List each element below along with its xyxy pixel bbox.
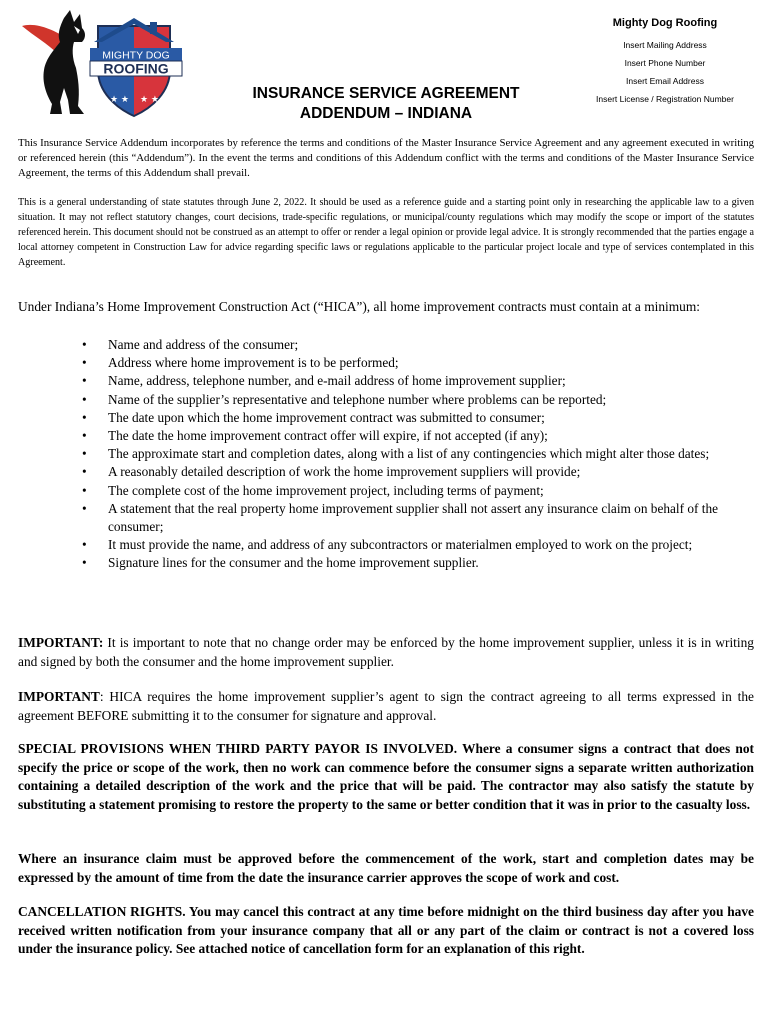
list-item: • Name and address of the consumer; — [82, 336, 742, 354]
important-note-agent-signature — [18, 687, 754, 725]
email-address: Insert Email Address — [626, 76, 704, 86]
list-item: • The approximate start and completion dates, along with a list of any contingencies which might alter those dates; — [82, 445, 742, 463]
dog-icon — [43, 10, 85, 114]
list-item: • The date the home improvement contract offer will expire, if not accepted (if any); — [82, 427, 742, 445]
license-number: Insert License / Registration Number — [596, 94, 734, 104]
mighty-dog-roofing-logo — [14, 8, 214, 120]
list-item: • Name, address, telephone number, and e-mail address of home improvement supplier; — [82, 372, 742, 390]
important-note-change-order — [18, 633, 754, 671]
cancellation-rights-paragraph: CANCELLATION RIGHTS. You may cancel this contract at any time before midnight on the third business day after you have received written notification from your insurance company that all or any part of the claim or contract is not a covered loss under the insurance policy. See attached notice of cancellation form for an explanation of this right. — [18, 904, 754, 956]
logo-line2: ROOFING — [103, 60, 169, 77]
company-contact-block — [560, 14, 770, 104]
list-item: • A reasonably detailed description of work the home improvement suppliers will provide; — [82, 463, 742, 481]
svg-text:★ ★: ★ ★ — [110, 95, 129, 105]
svg-text:★ ★: ★ ★ — [140, 95, 159, 105]
important-text: It is important to note that no change order may be enforced by the home improvement supplier, unless it is in writing and signed by both the consumer and the home improvement supplier. — [18, 635, 754, 669]
phone-number: Insert Phone Number — [624, 58, 706, 68]
document-title — [208, 84, 564, 124]
list-item: • Signature lines for the consumer and the home improvement supplier. — [82, 554, 742, 572]
insurance-claim-paragraph: Where an insurance claim must be approved before the commencement of the work, start and completion dates may be expressed by the amount of time from the date the insurance carrier approves the scope of work and cost. — [18, 851, 754, 885]
disclaimer-paragraph: This is a general understanding of state statutes through June 2, 2022. It should be used as a reference guide and a starting point only in researching the applicable law to a given situation. It may not reflect statutory changes, court decisions, trade-specific regulations, or municipal/county regulations which may modify the scope or import of the statutes referenced herein. This document should not be construed as an attempt to offer or render a legal opinion or provide legal advice. It is strongly recommended that the parties engage a local attorney competent in Construction Law for advice regarding specific laws or regulations applicable to the particular project locale and type of services contemplated in this Agreement. — [18, 197, 754, 268]
hica-intro: Under Indiana’s Home Improvement Construction Act (“HICA”), all home improvement contracts must contain at a minimum: — [18, 299, 701, 314]
list-item: • It must provide the name, and address of any subcontractors or materialmen employed to work on the project; — [82, 536, 742, 554]
special-provisions-paragraph: SPECIAL PROVISIONS WHEN THIRD PARTY PAYOR IS INVOLVED. Where a consumer signs a contract that does not specify the price or scope of the work, then no work can commence before the consumer signs a separate written authorization containing a detailed description of the work and the price that will be paid. The contractor may also satisfy the statute by substituting a statement promising to restore the property to the same or better condition that it was in prior to the casualty loss. — [18, 741, 754, 812]
hica-requirements-list — [82, 336, 742, 573]
logo-line1: MIGHTY DOG — [102, 49, 170, 62]
title-line2: ADDENDUM – INDIANA — [299, 105, 473, 122]
list-item: • The date upon which the home improvement contract was submitted to consumer; — [82, 409, 742, 427]
important-text: : HICA requires the home improvement supplier’s agent to sign the contract agreeing to all terms expressed in the agreement BEFORE submitting it to the consumer for signature and approval. — [18, 689, 754, 723]
important-label: IMPORTANT: — [18, 635, 104, 650]
mailing-address: Insert Mailing Address — [623, 40, 707, 50]
list-item: • The complete cost of the home improvement project, including terms of payment; — [82, 482, 742, 500]
list-item: • A statement that the real property home improvement supplier shall not assert any insurance claim on behalf of the consumer; — [82, 500, 742, 536]
list-item: • Address where home improvement is to be performed; — [82, 354, 742, 372]
title-line1: INSURANCE SERVICE AGREEMENT — [252, 85, 520, 102]
company-name: Mighty Dog Roofing — [612, 17, 718, 29]
list-item: • Name of the supplier’s representative and telephone number where problems can be reported; — [82, 391, 742, 409]
important-label: IMPORTANT — [18, 689, 100, 704]
addendum-intro-paragraph: This Insurance Service Addendum incorporates by reference the terms and conditions of the Master Insurance Service Agreement and any agreement executed in writing or referenced herein (this “Addendum”). In the event the terms and conditions of this Addendum conflict with the terms and conditions of the Master Insurance Service Agreement, the terms of this Addendum shall prevail. — [18, 137, 754, 179]
